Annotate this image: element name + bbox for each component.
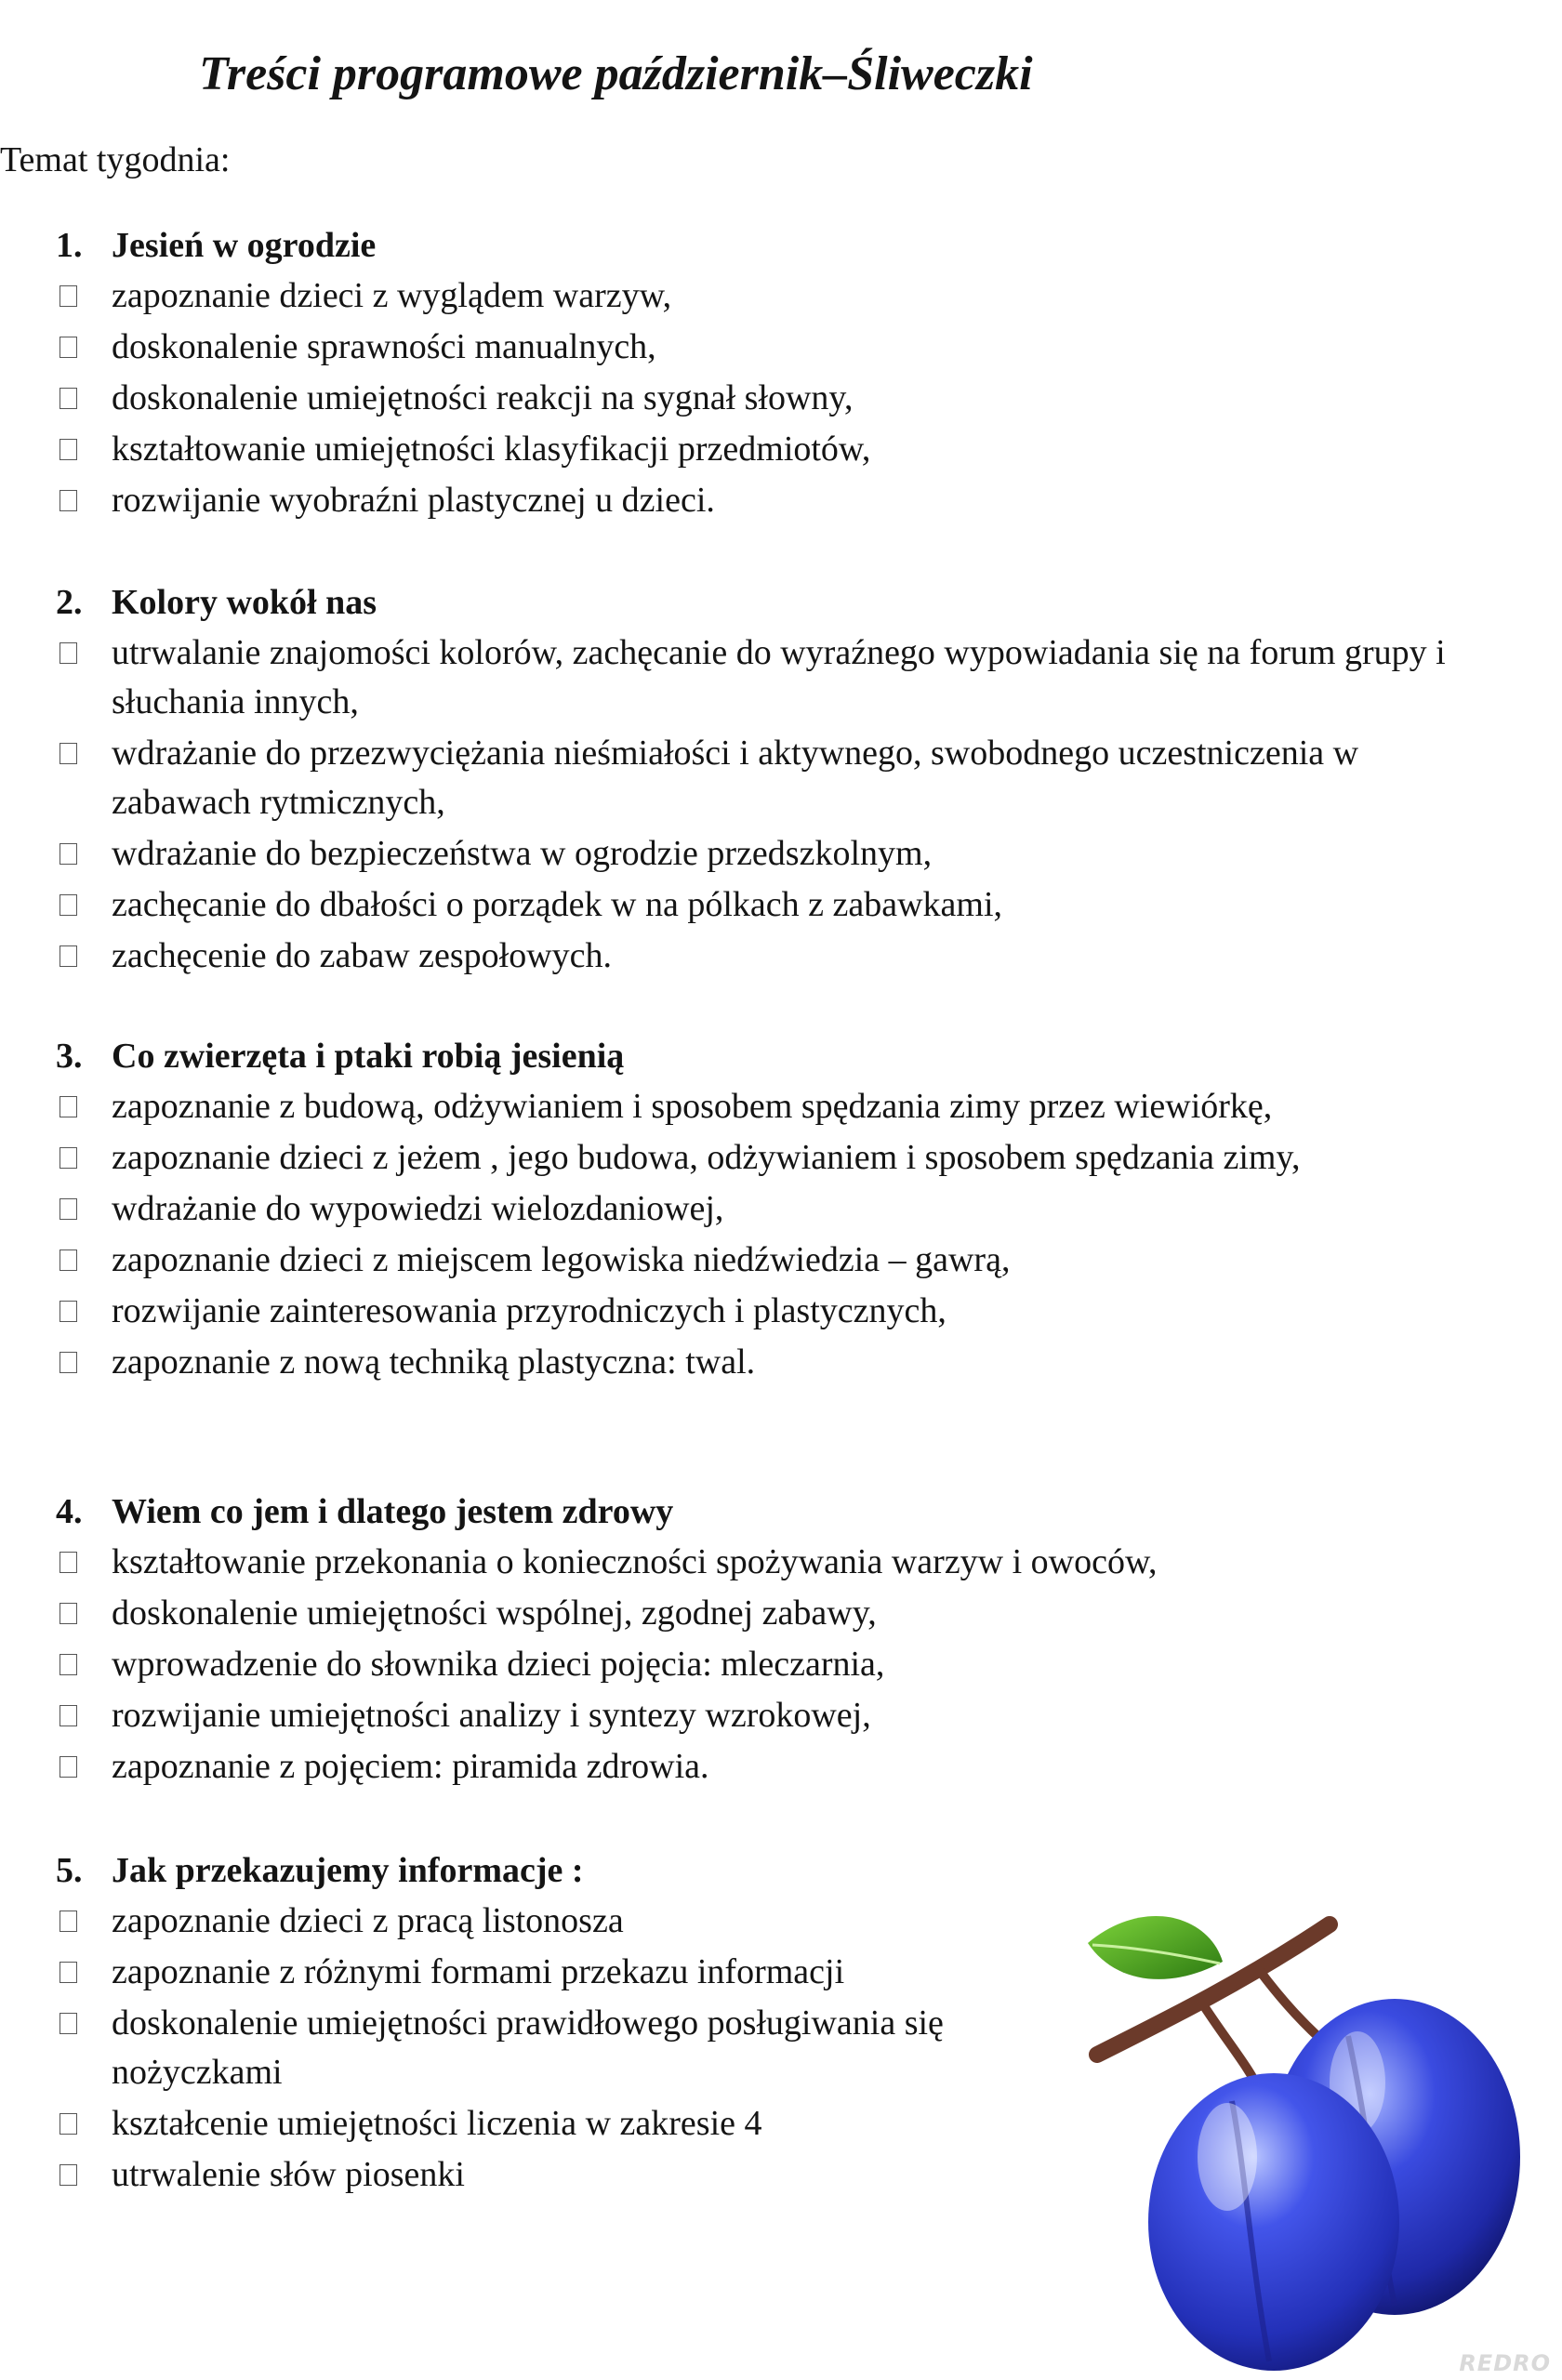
- list-item: [56, 829, 1506, 879]
- week-topic-label: Temat tygodnia:: [0, 140, 231, 179]
- section-number: 5.: [56, 1851, 83, 1890]
- section-heading: [56, 219, 1506, 271]
- checkbox-square-icon: [60, 743, 77, 764]
- checkbox-square-icon: [60, 1756, 77, 1778]
- list-item: [56, 1287, 1506, 1336]
- list-item-text: zapoznanie z nową techniką plastyczna: twal.: [112, 1342, 756, 1382]
- section-title: Jesień w ogrodzie: [112, 226, 377, 265]
- list-item-text: wdrażanie do przezwyciężania nieśmiałości i aktywnego, swobodnego uczestniczenia w zabawach rytmicznych,: [112, 734, 1359, 822]
- section-number: 4.: [56, 1492, 83, 1531]
- list-item-text: zapoznanie dzieci z pracą listonosza: [112, 1901, 624, 1940]
- list-item: [56, 425, 1506, 474]
- list-item: [56, 729, 1506, 827]
- list-item: [56, 1691, 1506, 1740]
- section-1: [56, 219, 1506, 527]
- list-item-text: doskonalenie umiejętności reakcji na sygnał słowny,: [112, 378, 854, 417]
- list-item: [56, 323, 1506, 372]
- section-4: [56, 1486, 1506, 1793]
- list-item: [56, 1948, 1041, 1997]
- list-item-text: rozwijanie zainteresowania przyrodniczych i plastycznych,: [112, 1291, 946, 1330]
- list-item: [56, 1742, 1506, 1792]
- section-heading: [56, 1486, 1506, 1538]
- list-item: [56, 1538, 1506, 1587]
- checkbox-square-icon: [60, 1198, 77, 1220]
- checkbox-square-icon: [60, 1705, 77, 1726]
- checkbox-square-icon: [60, 490, 77, 511]
- list-item-text: doskonalenie umiejętności prawidłowego posługiwania się nożyczkami: [112, 2003, 944, 2092]
- checkbox-square-icon: [60, 1301, 77, 1322]
- checkbox-square-icon: [60, 1962, 77, 1983]
- list-item-text: wprowadzenie do słownika dzieci pojęcia: mleczarnia,: [112, 1645, 885, 1684]
- checkbox-square-icon: [60, 439, 77, 460]
- page-title: Treści programowe październik–Śliweczki: [199, 47, 1033, 100]
- list-item: [56, 271, 1506, 321]
- list-item: [56, 1897, 1041, 1946]
- list-item: [56, 1236, 1506, 1285]
- list-item-text: zapoznanie dzieci z jeżem , jego budowa, odżywianiem i sposobem spędzania zimy,: [112, 1138, 1301, 1177]
- section-title: Wiem co jem i dlatego jestem zdrowy: [112, 1492, 674, 1531]
- section-heading: [56, 576, 1506, 628]
- checkbox-square-icon: [60, 2164, 77, 2186]
- list-item-text: kształtowanie umiejętności klasyfikacji przedmiotów,: [112, 430, 871, 469]
- checkbox-square-icon: [60, 1352, 77, 1373]
- list-item-text: wdrażanie do wypowiedzi wielozdaniowej,: [112, 1189, 724, 1228]
- list-item-text: kształcenie umiejętności liczenia w zakresie 4: [112, 2104, 762, 2143]
- checkbox-square-icon: [60, 337, 77, 358]
- checkbox-square-icon: [60, 642, 77, 664]
- list-item: [56, 1082, 1506, 1131]
- list-item: [56, 2099, 1041, 2149]
- list-item: [56, 1338, 1506, 1387]
- list-item: [56, 1184, 1506, 1234]
- checkbox-square-icon: [60, 1096, 77, 1117]
- list-item: [56, 1999, 1041, 2097]
- leaf: [1088, 1916, 1223, 1979]
- checkbox-square-icon: [60, 285, 77, 307]
- section-title: Jak przekazujemy informacje :: [112, 1851, 584, 1890]
- list-item-text: wdrażanie do bezpieczeństwa w ogrodzie przedszkolnym,: [112, 834, 933, 873]
- section-heading: [56, 1844, 1041, 1897]
- checkbox-square-icon: [60, 2113, 77, 2135]
- checkbox-square-icon: [60, 388, 77, 409]
- list-item-text: kształtowanie przekonania o konieczności spożywania warzyw i owoców,: [112, 1542, 1158, 1581]
- section-5: [56, 1844, 1041, 2202]
- section-number: 3.: [56, 1037, 83, 1076]
- checkbox-square-icon: [60, 2013, 77, 2034]
- section-2: [56, 576, 1506, 983]
- plum-front: [1148, 2073, 1399, 2371]
- watermark-text: REDRO: [1459, 2350, 1551, 2376]
- list-item-text: zapoznanie z pojęciem: piramida zdrowia.: [112, 1747, 709, 1786]
- section-title: Kolory wokół nas: [112, 583, 377, 622]
- list-item-text: zachęcanie do dbałości o porządek w na pólkach z zabawkami,: [112, 885, 1002, 924]
- list-item: [56, 1133, 1506, 1183]
- list-item-text: utrwalenie słów piosenki: [112, 2155, 465, 2194]
- list-item-text: zapoznanie z różnymi formami przekazu informacji: [112, 1952, 845, 1991]
- checkbox-square-icon: [60, 1147, 77, 1169]
- list-item-text: doskonalenie umiejętności wspólnej, zgodnej zabawy,: [112, 1593, 877, 1633]
- checkbox-square-icon: [60, 1603, 77, 1624]
- list-item: [56, 880, 1506, 930]
- checkbox-square-icon: [60, 894, 77, 916]
- list-item-text: doskonalenie sprawności manualnych,: [112, 327, 656, 366]
- list-item: [56, 1640, 1506, 1689]
- list-item-text: zapoznanie dzieci z miejscem legowiska niedźwiedzia – gawrą,: [112, 1240, 1011, 1279]
- list-item: [56, 476, 1506, 525]
- list-item: [56, 374, 1506, 423]
- checkbox-square-icon: [60, 1911, 77, 1932]
- list-item: [56, 932, 1506, 981]
- plum-illustration: [1060, 1878, 1562, 2380]
- list-item: [56, 628, 1506, 727]
- list-item-text: zapoznanie z budową, odżywianiem i sposobem spędzania zimy przez wiewiórkę,: [112, 1087, 1273, 1126]
- list-item-text: rozwijanie umiejętności analizy i syntezy wzrokowej,: [112, 1696, 871, 1735]
- checkbox-square-icon: [60, 1654, 77, 1675]
- list-item-text: zapoznanie dzieci z wyglądem warzyw,: [112, 276, 672, 315]
- section-title: Co zwierzęta i ptaki robią jesienią: [112, 1037, 625, 1076]
- checkbox-square-icon: [60, 1552, 77, 1573]
- list-item-text: rozwijanie wyobraźni plastycznej u dzieci.: [112, 481, 715, 520]
- section-number: 2.: [56, 583, 83, 622]
- section-number: 1.: [56, 226, 83, 265]
- checkbox-square-icon: [60, 843, 77, 865]
- list-item-text: utrwalanie znajomości kolorów, zachęcanie do wyraźnego wypowiadania się na forum grupy i słuchania innych,: [112, 633, 1446, 721]
- list-item: [56, 2150, 1041, 2200]
- checkbox-square-icon: [60, 1250, 77, 1271]
- list-item: [56, 1589, 1506, 1638]
- list-item-text: zachęcenie do zabaw zespołowych.: [112, 936, 613, 975]
- checkbox-square-icon: [60, 945, 77, 967]
- section-3: [56, 1030, 1506, 1389]
- section-heading: [56, 1030, 1506, 1082]
